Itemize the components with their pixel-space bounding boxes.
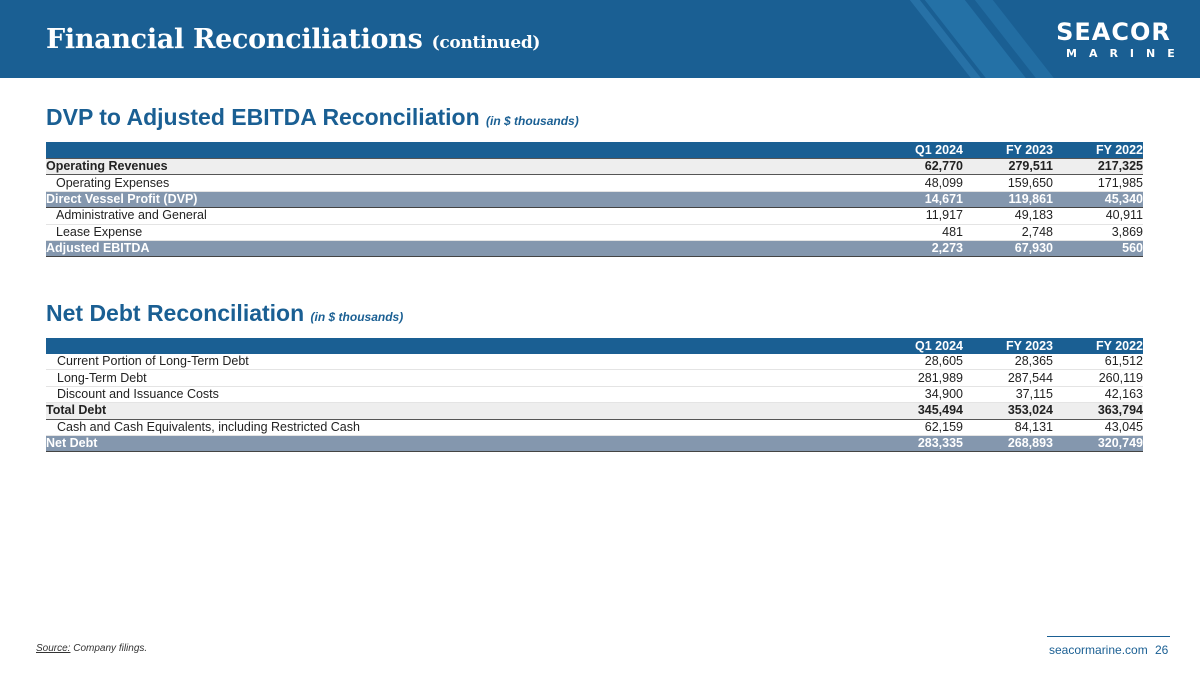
row-value: 11,917: [873, 208, 963, 224]
header-bar: [0, 0, 1200, 78]
table-header-row: [46, 142, 1143, 159]
row-value: 217,325: [1053, 159, 1143, 175]
header-cell: FY 2023: [963, 142, 1053, 159]
row-value: 283,335: [873, 435, 963, 451]
company-logo: [1056, 18, 1187, 62]
row-value: 14,671: [873, 191, 963, 207]
row-value: 119,861: [963, 191, 1053, 207]
page-title-main: Financial Reconciliations: [46, 24, 423, 55]
row-value: 28,365: [963, 354, 1053, 370]
row-value: 287,544: [963, 370, 1053, 386]
row-value: 67,930: [963, 240, 1053, 256]
row-value: 560: [1053, 240, 1143, 256]
row-value: 28,605: [873, 354, 963, 370]
table-row: [46, 175, 1143, 191]
footer-divider: [1047, 636, 1170, 637]
website-link[interactable]: seacormarine.com: [1049, 643, 1148, 657]
row-value: 62,770: [873, 159, 963, 175]
row-label: Net Debt: [46, 435, 873, 451]
row-value: 171,985: [1053, 175, 1143, 191]
section-title-dvp: [46, 104, 579, 131]
logo-subtitle: MARINE: [1066, 47, 1187, 60]
row-value: 40,911: [1053, 208, 1143, 224]
row-value: 61,512: [1053, 354, 1143, 370]
row-value: 320,749: [1053, 435, 1143, 451]
row-label: Lease Expense: [46, 224, 873, 240]
table-row: [46, 224, 1143, 240]
header-cell: FY 2023: [963, 338, 1053, 354]
table-row: [46, 435, 1143, 451]
row-value: 62,159: [873, 419, 963, 435]
table-row: [46, 159, 1143, 175]
row-label: Cash and Cash Equivalents, including Restricted Cash: [46, 419, 873, 435]
header-cell-label: [46, 338, 873, 354]
section-title-net-debt: [46, 300, 403, 327]
table-body: [46, 159, 1143, 257]
source-label: Source:: [36, 643, 71, 654]
row-label: Current Portion of Long-Term Debt: [46, 354, 873, 370]
row-value: 159,650: [963, 175, 1053, 191]
page-title: [46, 24, 540, 55]
table-body: [46, 354, 1143, 452]
row-value: 281,989: [873, 370, 963, 386]
table-row: [46, 240, 1143, 256]
table-row: [46, 370, 1143, 386]
row-value: 43,045: [1053, 419, 1143, 435]
row-label: Long-Term Debt: [46, 370, 873, 386]
header-cell: FY 2022: [1053, 142, 1143, 159]
page-number: 26: [1155, 643, 1169, 657]
row-label: Total Debt: [46, 403, 873, 419]
table-row: [46, 208, 1143, 224]
header-cell-label: [46, 142, 873, 159]
row-label: Administrative and General: [46, 208, 873, 224]
table-row: [46, 386, 1143, 402]
row-value: 353,024: [963, 403, 1053, 419]
row-label: Direct Vessel Profit (DVP): [46, 191, 873, 207]
dvp-reconciliation-table: [46, 142, 1143, 257]
row-value: 84,131: [963, 419, 1053, 435]
net-debt-table: [46, 338, 1143, 452]
row-value: 48,099: [873, 175, 963, 191]
row-label: Discount and Issuance Costs: [46, 386, 873, 402]
row-value: 42,163: [1053, 386, 1143, 402]
row-label: Operating Revenues: [46, 159, 873, 175]
row-label: Operating Expenses: [46, 175, 873, 191]
table-row: [46, 403, 1143, 419]
row-value: 2,748: [963, 224, 1053, 240]
row-value: 45,340: [1053, 191, 1143, 207]
row-value: 268,893: [963, 435, 1053, 451]
header-cell: FY 2022: [1053, 338, 1143, 354]
row-label: Adjusted EBITDA: [46, 240, 873, 256]
source-note: [36, 643, 147, 654]
section-units: (in $ thousands): [486, 114, 579, 128]
header-cell: Q1 2024: [873, 338, 963, 354]
row-value: 37,115: [963, 386, 1053, 402]
section-title-text: Net Debt Reconciliation: [46, 300, 305, 326]
row-value: 345,494: [873, 403, 963, 419]
table-header-row: [46, 338, 1143, 354]
row-value: 3,869: [1053, 224, 1143, 240]
row-value: 260,119: [1053, 370, 1143, 386]
row-value: 2,273: [873, 240, 963, 256]
row-value: 481: [873, 224, 963, 240]
row-value: 363,794: [1053, 403, 1143, 419]
header-cell: Q1 2024: [873, 142, 963, 159]
section-units: (in $ thousands): [310, 310, 404, 324]
row-value: 49,183: [963, 208, 1053, 224]
table-row: [46, 191, 1143, 207]
row-value: 279,511: [963, 159, 1053, 175]
table-row: [46, 419, 1143, 435]
section-title-text: DVP to Adjusted EBITDA Reconciliation: [46, 104, 480, 130]
table-row: [46, 354, 1143, 370]
row-value: 34,900: [873, 386, 963, 402]
logo-wordmark: SEACOR: [1056, 18, 1171, 46]
source-text: Company filings.: [73, 643, 148, 654]
page-title-suffix: (continued): [431, 33, 541, 53]
